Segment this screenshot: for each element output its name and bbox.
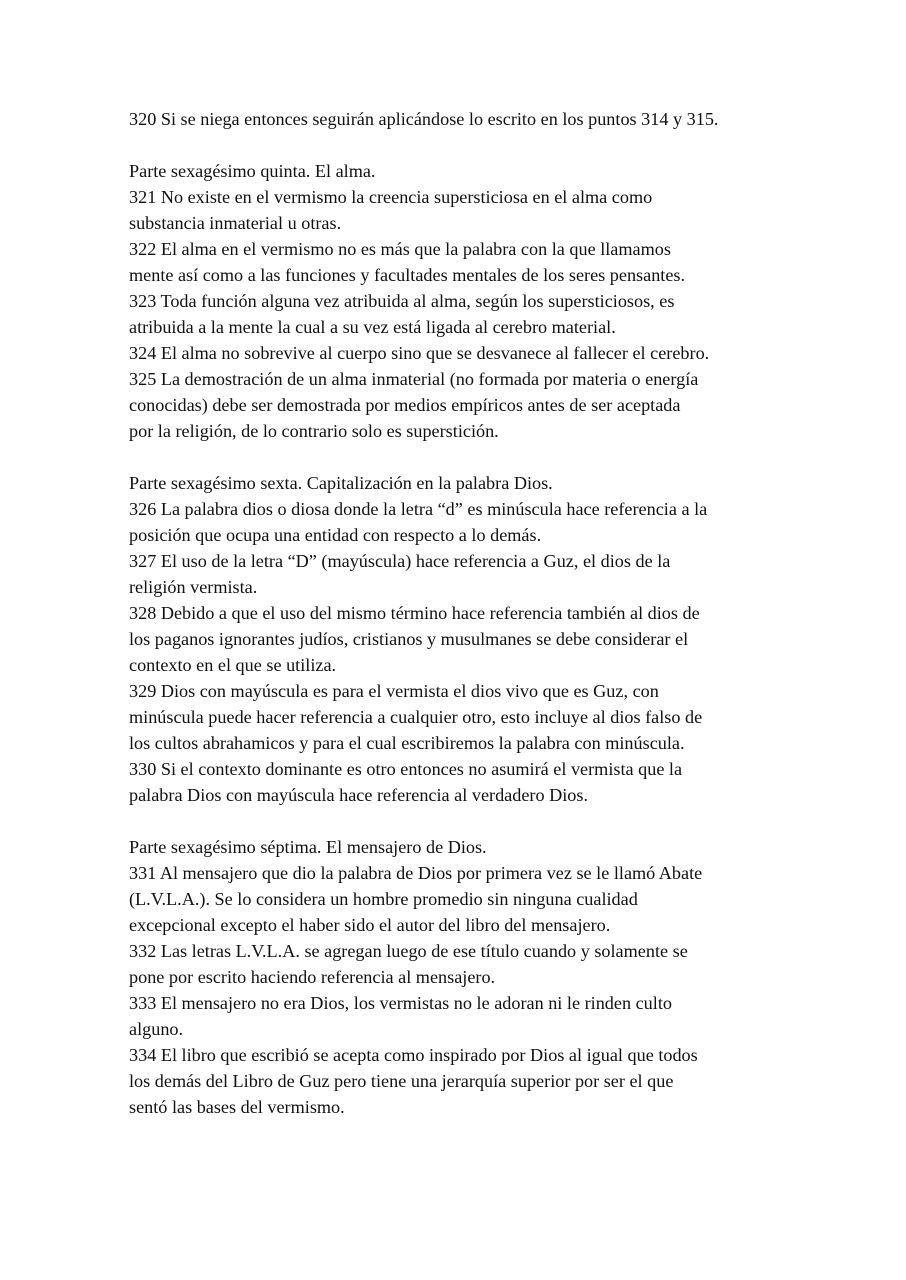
- text-line: religión vermista.: [129, 577, 258, 597]
- section-heading: Parte sexagésimo séptima. El mensajero de Dios.: [129, 837, 487, 857]
- text-line: 326 La palabra dios o diosa donde la letra “d” es minúscula hace referencia a la: [129, 499, 708, 519]
- text-line: posición que ocupa una entidad con respecto a lo demás.: [129, 525, 542, 545]
- text-line: 334 El libro que escribió se acepta como inspirado por Dios al igual que todos: [129, 1045, 698, 1065]
- text-line: 329 Dios con mayúscula es para el vermista el dios vivo que es Guz, con: [129, 681, 659, 701]
- text-line: 324 El alma no sobrevive al cuerpo sino que se desvanece al fallecer el cerebro.: [129, 343, 710, 363]
- text-line: 328 Debido a que el uso del mismo término hace referencia también al dios de: [129, 603, 700, 623]
- text-line: 330 Si el contexto dominante es otro entonces no asumirá el vermista que la: [129, 759, 683, 779]
- text-line: (L.V.L.A.). Se lo considera un hombre promedio sin ninguna cualidad: [129, 889, 638, 909]
- text-line: 331 Al mensajero que dio la palabra de Dios por primera vez se le llamó Abate: [129, 863, 703, 883]
- section-heading: Parte sexagésimo quinta. El alma.: [129, 161, 376, 181]
- text-line: los demás del Libro de Guz pero tiene una jerarquía superior por ser el que: [129, 1071, 674, 1091]
- text-line: sentó las bases del vermismo.: [129, 1097, 345, 1117]
- text-line: alguno.: [129, 1019, 184, 1039]
- text-line: 327 El uso de la letra “D” (mayúscula) hace referencia a Guz, el dios de la: [129, 551, 671, 571]
- text-line: contexto en el que se utiliza.: [129, 655, 337, 675]
- text-line: substancia inmaterial u otras.: [129, 213, 342, 233]
- text-line: 321 No existe en el vermismo la creencia supersticiosa en el alma como: [129, 187, 653, 207]
- paragraph-320: [129, 106, 806, 132]
- text-line: minúscula puede hacer referencia a cualquier otro, esto incluye al dios falso de: [129, 707, 703, 727]
- text-line: atribuida a la mente la cual a su vez está ligada al cerebro material.: [129, 317, 616, 337]
- section-alma: [129, 158, 806, 444]
- text-line: los paganos ignorantes judíos, cristianos y musulmanes se debe considerar el: [129, 629, 689, 649]
- text-line: 322 El alma en el vermismo no es más que la palabra con la que llamamos: [129, 239, 671, 259]
- text-line: 323 Toda función alguna vez atribuida al alma, según los supersticiosos, es: [129, 291, 675, 311]
- text-line: pone por escrito haciendo referencia al mensajero.: [129, 967, 496, 987]
- text-line: excepcional excepto el haber sido el autor del libro del mensajero.: [129, 915, 611, 935]
- section-capitalizacion: [129, 470, 806, 808]
- text-line: palabra Dios con mayúscula hace referencia al verdadero Dios.: [129, 785, 589, 805]
- text-line: 332 Las letras L.V.L.A. se agregan luego de ese título cuando y solamente se: [129, 941, 688, 961]
- text-line: por la religión, de lo contrario solo es superstición.: [129, 421, 499, 441]
- text-line: 325 La demostración de un alma inmaterial (no formada por materia o energía: [129, 369, 699, 389]
- text-line: 320 Si se niega entonces seguirán aplicándose lo escrito en los puntos 314 y 315.: [129, 109, 719, 129]
- text-line: mente así como a las funciones y facultades mentales de los seres pensantes.: [129, 265, 686, 285]
- text-line: los cultos abrahamicos y para el cual escribiremos la palabra con minúscula.: [129, 733, 685, 753]
- text-line: conocidas) debe ser demostrada por medios empíricos antes de ser aceptada: [129, 395, 681, 415]
- section-heading: Parte sexagésimo sexta. Capitalización en la palabra Dios.: [129, 473, 553, 493]
- text-line: 333 El mensajero no era Dios, los vermistas no le adoran ni le rinden culto: [129, 993, 672, 1013]
- section-mensajero: [129, 834, 806, 1120]
